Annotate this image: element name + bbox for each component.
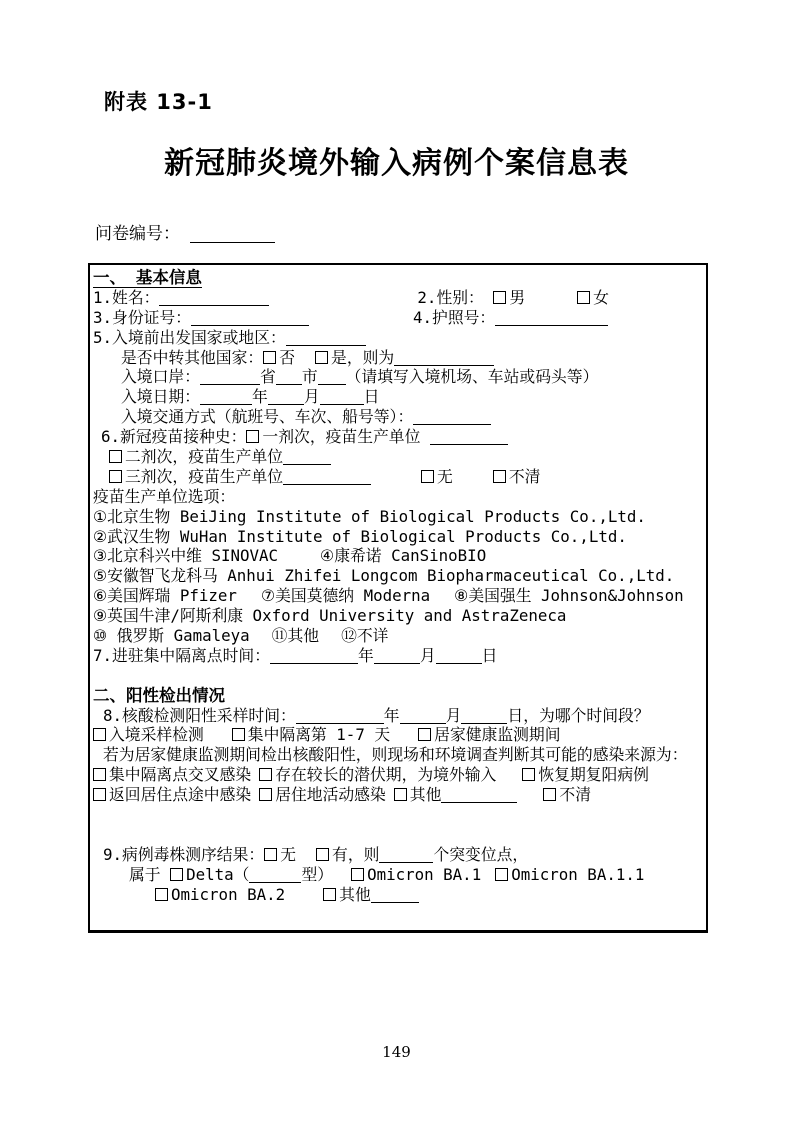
label-text: 1.姓名：	[93, 287, 160, 307]
checkbox-label: 有	[332, 844, 348, 864]
spacer	[285, 898, 323, 900]
label-text: ③北京科兴中维 SINOVAC	[93, 546, 279, 566]
checkbox-option[interactable]	[577, 288, 609, 307]
blank-field[interactable]	[191, 312, 309, 326]
form-title: 新冠肺炎境外输入病例个案信息表	[164, 146, 629, 181]
blank-field[interactable]	[268, 391, 304, 405]
form-line	[93, 706, 706, 726]
spacer	[496, 778, 522, 780]
blank-field[interactable]	[318, 371, 346, 385]
spacer	[309, 321, 413, 323]
checkbox-label: 居住地活动感染	[275, 785, 386, 805]
section-header	[93, 268, 706, 288]
checkbox-label: 返回居住点途中感染	[109, 785, 252, 805]
spacer	[295, 361, 315, 363]
blank-field[interactable]	[296, 710, 384, 724]
spacer	[525, 301, 577, 303]
spacer	[237, 599, 261, 601]
checkbox-icon[interactable]	[421, 470, 434, 483]
form-line	[93, 367, 706, 387]
checkbox-option[interactable]	[522, 765, 649, 784]
label-text: 年	[252, 387, 268, 407]
spacer	[296, 858, 316, 860]
spacer	[481, 878, 495, 880]
label-text: 日	[363, 387, 380, 407]
label-text: ⑦美国莫德纳 Moderna	[260, 586, 431, 606]
form-line	[93, 288, 706, 308]
checkbox-label: 女	[593, 287, 609, 307]
checkbox-icon[interactable]	[109, 470, 122, 483]
label-text: 4.护照号：	[413, 307, 496, 327]
checkbox-option[interactable]	[93, 765, 251, 784]
checkbox-option[interactable]	[232, 725, 390, 744]
form-line	[93, 546, 706, 566]
checkbox-label: 是	[331, 347, 347, 367]
spacer	[390, 738, 418, 740]
form-line	[93, 507, 706, 527]
checkbox-label: Omicron BA.1.1	[511, 864, 645, 884]
checkbox-option[interactable]	[259, 765, 496, 784]
label-text: 3.身份证号：	[93, 307, 192, 327]
checkbox-icon[interactable]	[351, 868, 364, 881]
label-text: 入境口岸：	[121, 367, 200, 387]
form-line	[93, 527, 706, 547]
checkbox-icon[interactable]	[232, 728, 245, 741]
label-text: 入境日期：	[121, 387, 200, 407]
checkbox-icon[interactable]	[493, 470, 506, 483]
blank-field[interactable]	[270, 650, 358, 664]
form-line	[93, 447, 706, 467]
checkbox-option[interactable]	[263, 348, 295, 367]
label-text: 疫苗生产单位选项：	[93, 486, 236, 506]
blank-field[interactable]	[159, 292, 269, 306]
label-text: ⑧美国强生 Johnson&Johnson	[454, 586, 684, 606]
checkbox-option[interactable]	[264, 845, 296, 864]
label-text: 年	[358, 645, 374, 665]
blank-field[interactable]	[441, 789, 517, 803]
checkbox-icon[interactable]	[109, 450, 122, 463]
form-line	[93, 586, 706, 606]
label-text: ⑨英国牛津/阿斯利康 Oxford University and AstraZeneca	[93, 606, 567, 626]
blank-field[interactable]	[249, 869, 301, 883]
label-text: 2.性别：	[417, 287, 494, 307]
spacer	[371, 480, 421, 482]
checkbox-option[interactable]	[93, 785, 251, 804]
spacer	[430, 599, 454, 601]
label-text: ，疫苗生产单位	[172, 447, 283, 467]
label-text: 8.核酸检测阳性采样时间：	[103, 705, 296, 725]
section-header-label: 二、阳性检出情况	[93, 685, 225, 705]
checkbox-option[interactable]	[351, 865, 481, 884]
checkbox-label: 不清	[559, 785, 591, 805]
checkbox-label: 集中隔离第 1-7 天	[247, 725, 391, 745]
blank-field[interactable]	[379, 849, 433, 863]
checkbox-label: 居家健康监测期间	[434, 725, 561, 745]
checkbox-icon[interactable]	[495, 868, 508, 881]
checkbox-label: 其他	[409, 785, 442, 805]
blank-field[interactable]	[371, 889, 419, 903]
checkbox-icon[interactable]	[577, 291, 590, 304]
checkbox-icon[interactable]	[323, 888, 336, 901]
checkbox-option[interactable]	[493, 467, 541, 486]
checkbox-label: Omicron BA.1	[367, 864, 482, 884]
checkbox-icon[interactable]	[246, 430, 259, 443]
label-text: 日，为哪个时间段？	[507, 705, 650, 725]
checkbox-icon[interactable]	[264, 848, 277, 861]
checkbox-option[interactable]	[316, 845, 348, 864]
label-text: 月	[303, 387, 320, 407]
form-line	[93, 407, 706, 427]
checkbox-option[interactable]	[93, 725, 204, 744]
form-line	[93, 566, 706, 586]
blank-field[interactable]	[374, 650, 420, 664]
label-text: 是否中转其他国家：	[121, 347, 264, 367]
form-line	[93, 666, 706, 686]
spacer	[453, 480, 493, 482]
checkbox-option[interactable]	[259, 785, 386, 804]
label-text: 若为居家健康监测期间检出核酸阳性，则现场和环境调查判断其可能的感染来源为：	[103, 745, 688, 765]
checkbox-icon[interactable]	[263, 351, 276, 364]
section-header	[93, 686, 706, 706]
label-text: 个突变位点，	[433, 844, 529, 864]
blank-field[interactable]	[430, 431, 508, 445]
checkbox-label: 入境采样检测	[109, 725, 204, 745]
checkbox-icon[interactable]	[315, 351, 328, 364]
label-text: 入境交通方式（航班号、车次、船号等）：	[121, 407, 414, 427]
checkbox-icon[interactable]	[316, 848, 329, 861]
checkbox-icon[interactable]	[259, 768, 272, 781]
checkbox-label: 否	[279, 347, 295, 367]
questionnaire-number-blank[interactable]	[190, 229, 275, 243]
checkbox-icon[interactable]	[259, 788, 272, 801]
form-line	[93, 725, 706, 745]
blank-field[interactable]	[320, 391, 364, 405]
spacer	[386, 798, 394, 800]
label-text: ⑩ 俄罗斯 Gamaleya	[93, 626, 250, 646]
checkbox-icon[interactable]	[418, 728, 431, 741]
checkbox-option[interactable]	[323, 885, 371, 904]
spacer	[251, 798, 259, 800]
checkbox-label: 一剂次	[262, 427, 310, 447]
form-line	[93, 606, 706, 626]
form-line	[93, 308, 706, 328]
spacer	[333, 878, 351, 880]
checkbox-option[interactable]	[315, 348, 347, 367]
label-text: ⑤安徽智飞龙科马 Anhui Zhifei Longcom Biopharmaceutical Co.,Ltd.	[93, 566, 675, 586]
checkbox-label: 二剂次	[125, 447, 173, 467]
blank-field[interactable]	[436, 650, 482, 664]
spacer	[204, 738, 232, 740]
checkbox-label: 集中隔离点交叉感染	[109, 765, 252, 785]
label-text: ④康希诺 CanSinoBIO	[320, 546, 487, 566]
label-text: ，则	[347, 844, 380, 864]
label-text: ⑪其他	[271, 626, 320, 646]
blank-field[interactable]	[413, 411, 491, 425]
form-line	[93, 765, 706, 785]
form-line	[93, 646, 706, 666]
form-box	[88, 263, 708, 933]
checkbox-label: 存在较长的潜伏期，为境外输入	[275, 765, 497, 785]
blank-field[interactable]	[286, 332, 366, 346]
blank-field[interactable]	[495, 312, 608, 326]
page-number: 149	[382, 1043, 411, 1061]
label-text: 6.新冠疫苗接种史：	[101, 427, 247, 447]
checkbox-label: 无	[437, 466, 453, 486]
label-text: 属于	[129, 864, 171, 884]
checkbox-label: Omicron BA.2	[171, 884, 286, 904]
label-text: ⑥美国辉瑞 Pfizer	[93, 586, 237, 606]
checkbox-option[interactable]	[246, 427, 309, 446]
form-line	[93, 387, 706, 407]
label-text: 日	[481, 645, 498, 665]
label-text: 9.病例毒株测序结果：	[103, 844, 265, 864]
checkbox-icon[interactable]	[170, 868, 183, 881]
checkbox-label: Delta（	[186, 864, 250, 884]
checkbox-label: 男	[509, 287, 526, 307]
blank-field[interactable]	[200, 371, 260, 385]
checkbox-icon[interactable]	[155, 888, 168, 901]
checkbox-option[interactable]	[155, 885, 285, 904]
form-line	[93, 487, 706, 507]
checkbox-icon[interactable]	[93, 788, 106, 801]
label-text: 月	[445, 705, 462, 725]
blank-field[interactable]	[394, 352, 494, 366]
spacer	[269, 301, 417, 303]
label-text: ，则为	[346, 347, 395, 367]
label-text: 7.进驻集中隔离点时间：	[93, 645, 270, 665]
spacer	[250, 639, 272, 641]
checkbox-icon[interactable]	[93, 768, 106, 781]
appendix-label: 附表 13-1	[104, 90, 213, 114]
blank-field[interactable]	[283, 471, 371, 485]
checkbox-label: 无	[280, 844, 297, 864]
spacer	[319, 639, 341, 641]
blank-field[interactable]	[276, 371, 302, 385]
form-line	[93, 328, 706, 348]
label-text: 年	[383, 705, 400, 725]
checkbox-label: 恢复期复阳病例	[538, 765, 649, 785]
checkbox-icon[interactable]	[522, 768, 535, 781]
label-text: 5.入境前出发国家或地区：	[93, 327, 286, 347]
checkbox-icon[interactable]	[394, 788, 407, 801]
form-line	[93, 785, 706, 805]
checkbox-option[interactable]	[543, 785, 591, 804]
checkbox-option[interactable]	[493, 288, 525, 307]
checkbox-option[interactable]	[418, 725, 560, 744]
label-text: ，疫苗生产单位	[309, 427, 430, 447]
checkbox-option[interactable]	[394, 785, 442, 804]
form-line	[93, 745, 706, 765]
form-line	[93, 348, 706, 368]
spacer	[278, 559, 320, 561]
spacer	[251, 778, 259, 780]
blank-field[interactable]	[400, 710, 446, 724]
checkbox-option[interactable]	[170, 865, 249, 884]
label-text: （请填写入境机场、车站或码头等）	[345, 367, 599, 387]
label-text: ②武汉生物 WuHan Institute of Biological Products Co.,Ltd.	[93, 526, 627, 546]
form-line	[93, 805, 706, 825]
checkbox-label: 不清	[508, 466, 541, 486]
label-text: 型）	[301, 864, 334, 884]
checkbox-option[interactable]	[421, 467, 453, 486]
checkbox-icon[interactable]	[93, 728, 106, 741]
form-line	[93, 467, 706, 487]
blank-field[interactable]	[461, 710, 507, 724]
section-header-label: 一、 基本信息	[93, 268, 202, 287]
label-text: 省	[260, 367, 276, 387]
blank-field[interactable]	[283, 451, 331, 465]
checkbox-option[interactable]	[495, 865, 644, 884]
checkbox-option[interactable]	[109, 447, 172, 466]
checkbox-label: 三剂次	[125, 466, 173, 486]
checkbox-label: 其他	[339, 884, 371, 904]
form-line	[93, 825, 706, 845]
label-text: 月	[419, 645, 436, 665]
questionnaire-number-row	[95, 219, 275, 244]
questionnaire-number-label: 问卷编号：	[95, 224, 180, 244]
checkbox-option[interactable]	[109, 467, 172, 486]
blank-field[interactable]	[200, 391, 252, 405]
form-line	[93, 865, 706, 885]
checkbox-icon[interactable]	[493, 291, 506, 304]
form-line	[93, 626, 706, 646]
form-line	[93, 845, 706, 865]
form-line	[93, 885, 706, 905]
label-text: ①北京生物 BeiJing Institute of Biological Products Co.,Ltd.	[93, 506, 646, 526]
form-line	[93, 427, 706, 447]
label-text: ，疫苗生产单位	[172, 466, 283, 486]
label-text: 市	[301, 367, 318, 387]
spacer	[517, 798, 543, 800]
label-text: ⑫不详	[341, 626, 389, 646]
checkbox-icon[interactable]	[543, 788, 556, 801]
